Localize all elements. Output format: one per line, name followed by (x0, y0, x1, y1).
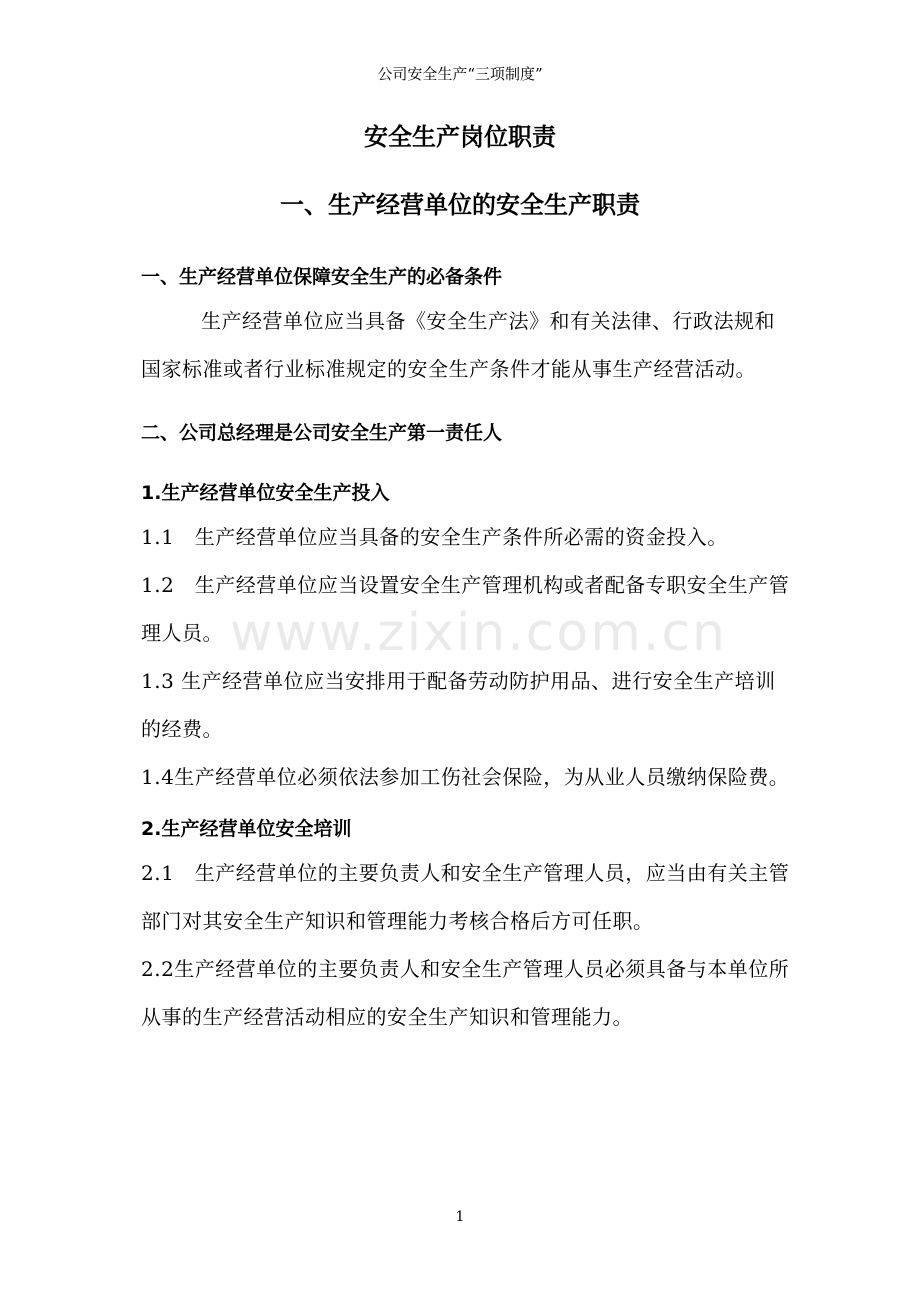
page-number: 1 (455, 1209, 465, 1225)
list-item: 1.3 生产经营单位应当安排用于配备劳动防护用品、进行安全生产培训的经费。 (141, 669, 776, 741)
list-item: 1.2 生产经营单位应当设置安全生产管理机构或者配备专职安全生产管理人员。 (141, 573, 790, 645)
document-title: 安全生产岗位职责 (364, 123, 556, 151)
spacer (141, 393, 791, 413)
section-heading-3: 1.生产经营单位安全生产投入 (141, 482, 390, 504)
list-item: 1.1 生产经营单位应当具备的安全生产条件所必需的资金投入。 (141, 525, 728, 549)
spacer (141, 801, 791, 809)
list-item: 2.2生产经营单位的主要负责人和安全生产管理人员必须具备与本单位所从事的生产经营活动相应的安全生产知识和管理能力。 (141, 957, 790, 1029)
section-paragraph-1: 生产经营单位应当具备《安全生产法》和有关法律、行政法规和国家标准或者行业标准规定的安全生产条件才能从事生产经营活动。 (141, 309, 775, 381)
running-header: 公司安全生产“三项制度” (377, 65, 543, 83)
document-body (141, 257, 791, 1041)
section-heading-1: 一、生产经营单位保障安全生产的必备条件 (141, 266, 503, 288)
section-heading-2: 二、公司总经理是公司安全生产第一责任人 (141, 422, 503, 444)
watermark: www.zixin.com.cn (230, 603, 727, 663)
chapter-title: 一、生产经营单位的安全生产职责 (280, 191, 640, 219)
section-heading-4: 2.生产经营单位安全培训 (141, 818, 352, 840)
spacer (141, 453, 791, 473)
list-item: 2.1 生产经营单位的主要负责人和安全生产管理人员，应当由有关主管部门对其安全生产知识和管理能力考核合格后方可任职。 (141, 861, 790, 933)
list-item: 1.4生产经营单位必须依法参加工伤社会保险，为从业人员缴纳保险费。 (141, 765, 790, 789)
